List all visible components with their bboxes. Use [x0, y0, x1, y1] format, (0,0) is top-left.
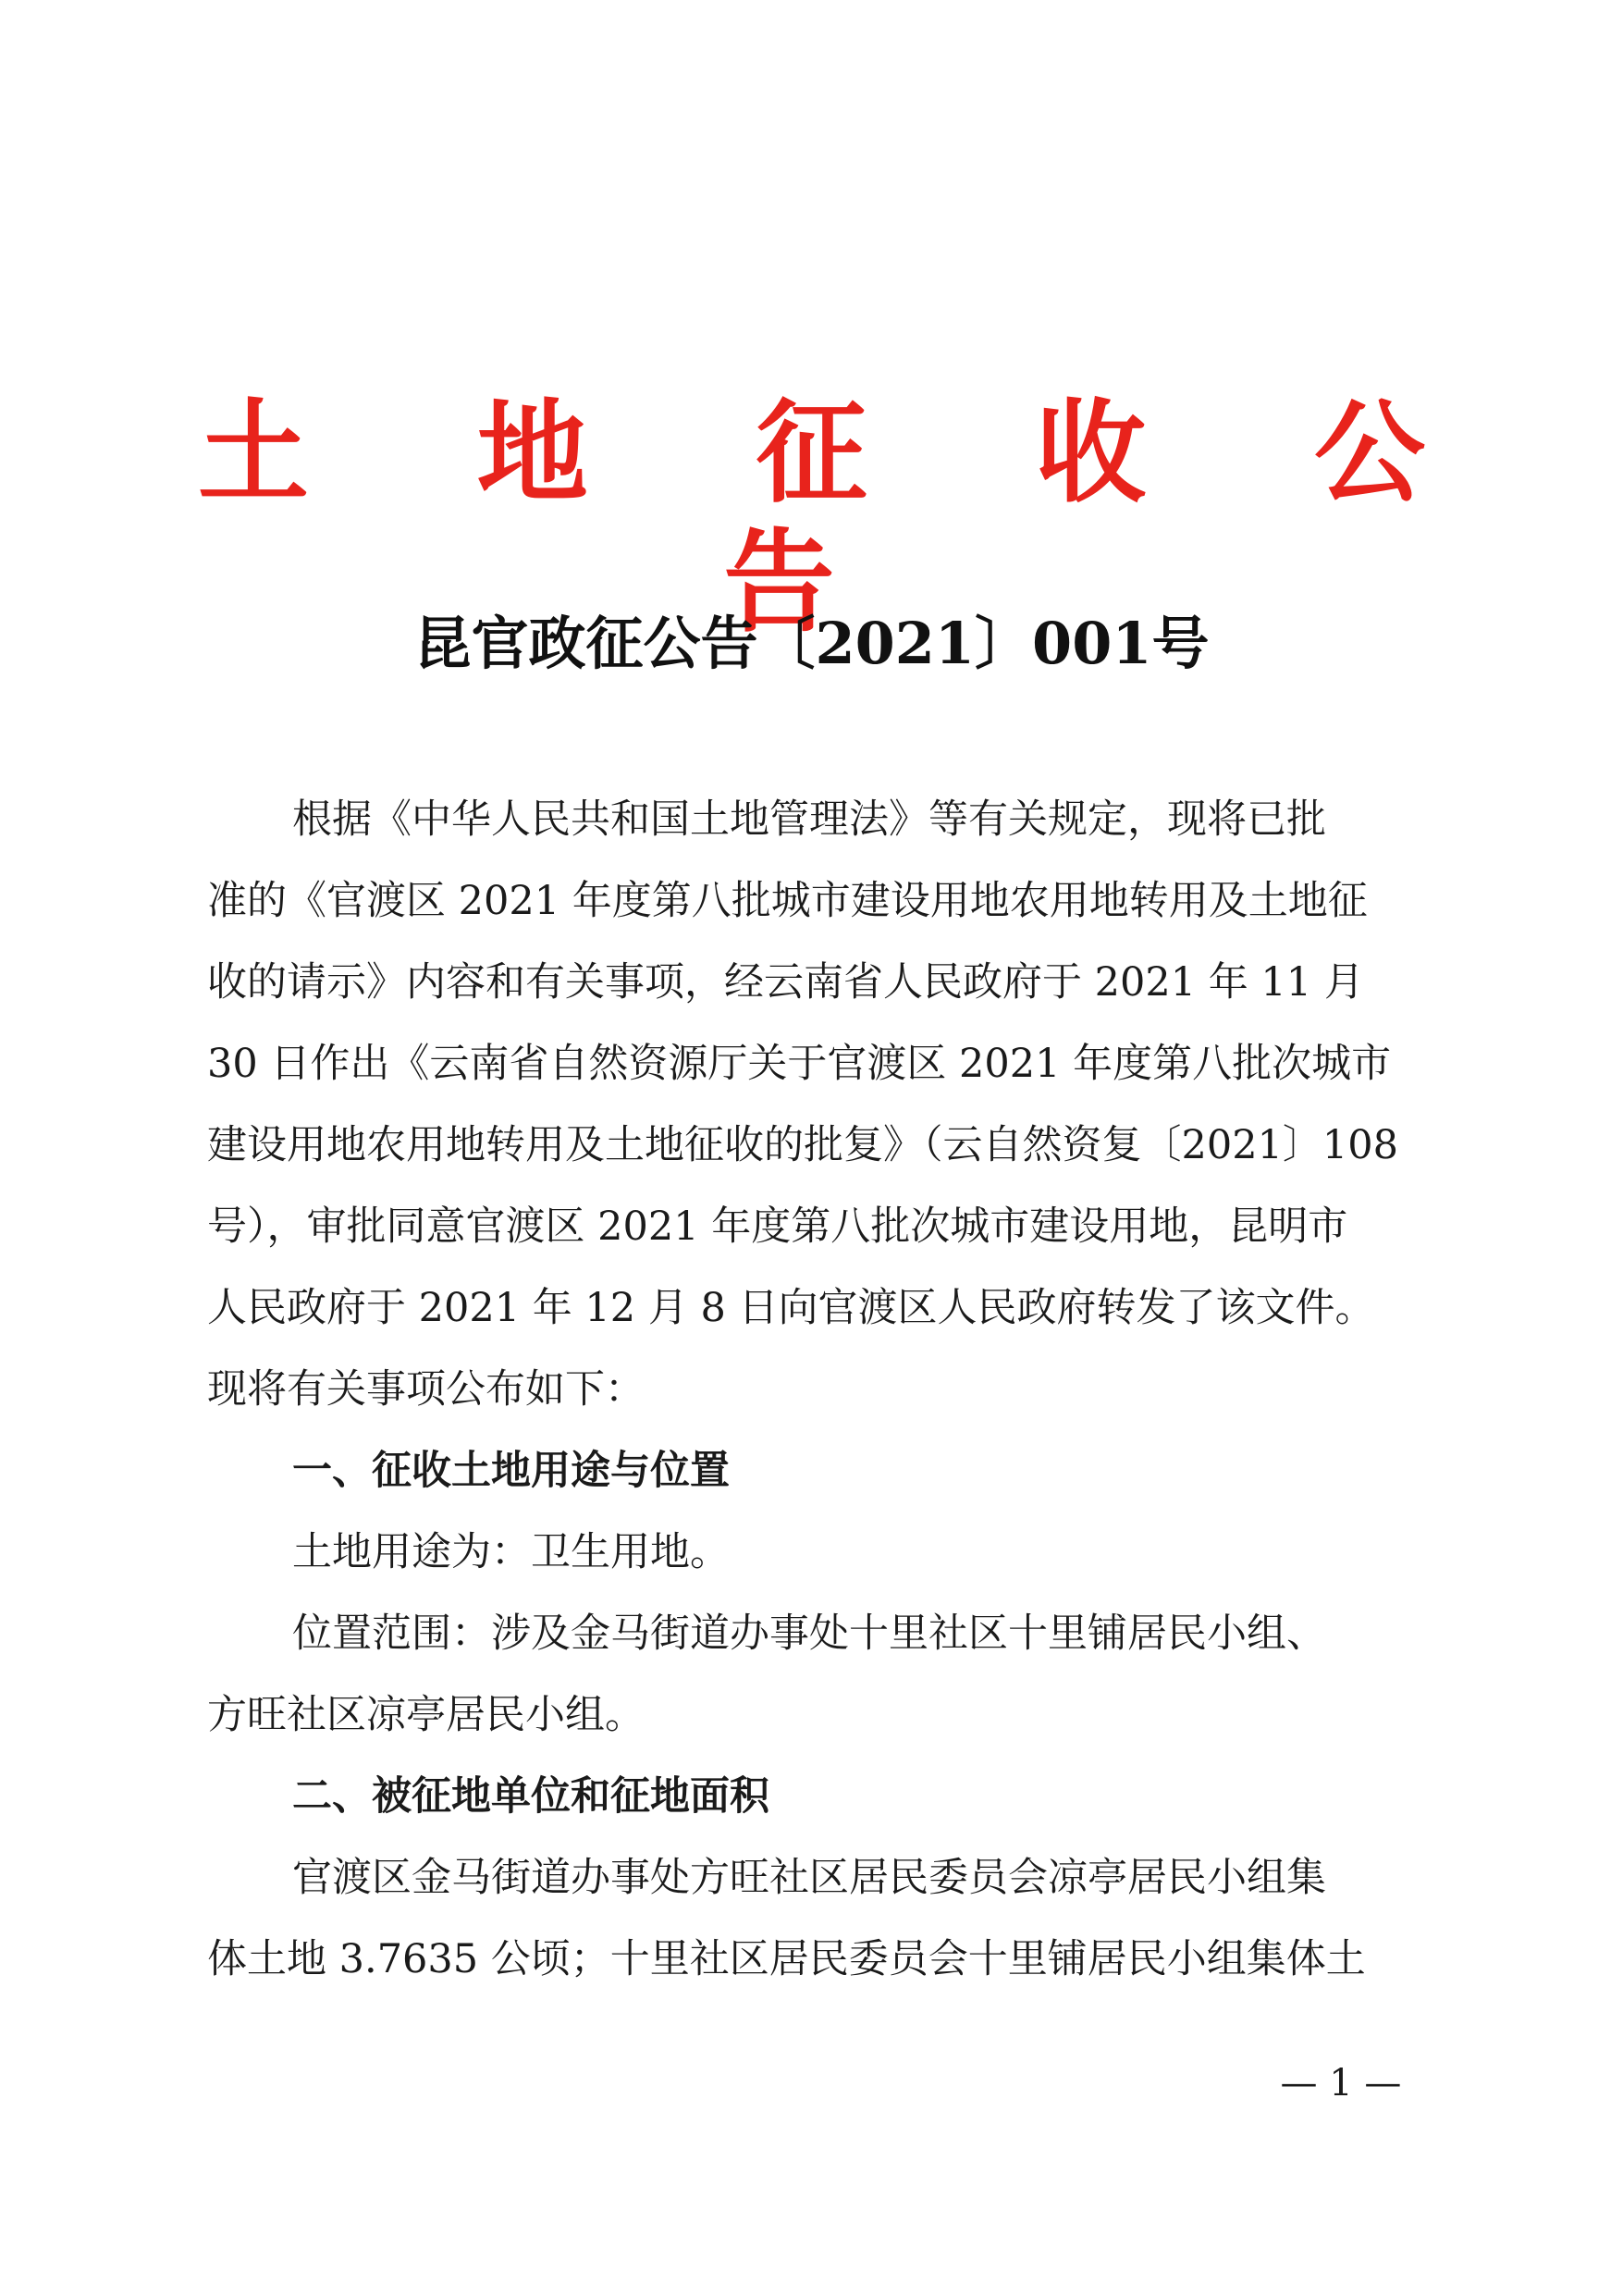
section-line: 土地用途为：卫生用地。	[292, 1529, 730, 1575]
section-line: 方旺社区凉亭居民小组。	[207, 1692, 645, 1738]
page-number: — 1 —	[1280, 2062, 1402, 2105]
paragraph-line: 建设用地农用地转用及土地征收的批复》（云自然资复〔2021〕108	[207, 1122, 1399, 1168]
paragraph-line: 根据《中华人民共和国土地管理法》等有关规定，现将已批	[292, 796, 1326, 843]
paragraph-line: 30 日作出《云南省自然资源厅关于官渡区 2021 年度第八批次城市	[207, 1041, 1392, 1087]
paragraph-line: 人民政府于 2021 年 12 月 8 日向官渡区人民政府转发了该文件。	[207, 1285, 1375, 1331]
document-body	[207, 779, 1409, 2000]
section-heading-purpose: 一、征收土地用途与位置	[292, 1448, 730, 1494]
document-title: 土 地 征 收 公 告	[197, 388, 1491, 648]
paragraph-line: 现将有关事项公布如下：	[207, 1366, 645, 1413]
document-number: 昆官政征公告〔2021〕001号	[413, 610, 1210, 677]
section-line: 位置范围：涉及金马街道办事处十里社区十里铺居民小组、	[292, 1611, 1326, 1657]
section-line: 体土地 3.7635 公顷；十里社区居民委员会十里铺居民小组集体土	[207, 1936, 1366, 1982]
paragraph-line: 号），审批同意官渡区 2021 年度第八批次城市建设用地，昆明市	[207, 1204, 1348, 1250]
paragraph-line: 收的请示》内容和有关事项，经云南省人民政府于 2021 年 11 月	[207, 959, 1364, 1006]
section-line: 官渡区金马街道办事处方旺社区居民委员会凉亭居民小组集	[292, 1855, 1326, 1901]
section-heading-area: 二、被征地单位和征地面积	[292, 1773, 769, 1820]
paragraph-line: 准的《官渡区 2021 年度第八批城市建设用地农用地转用及土地征	[207, 878, 1368, 924]
